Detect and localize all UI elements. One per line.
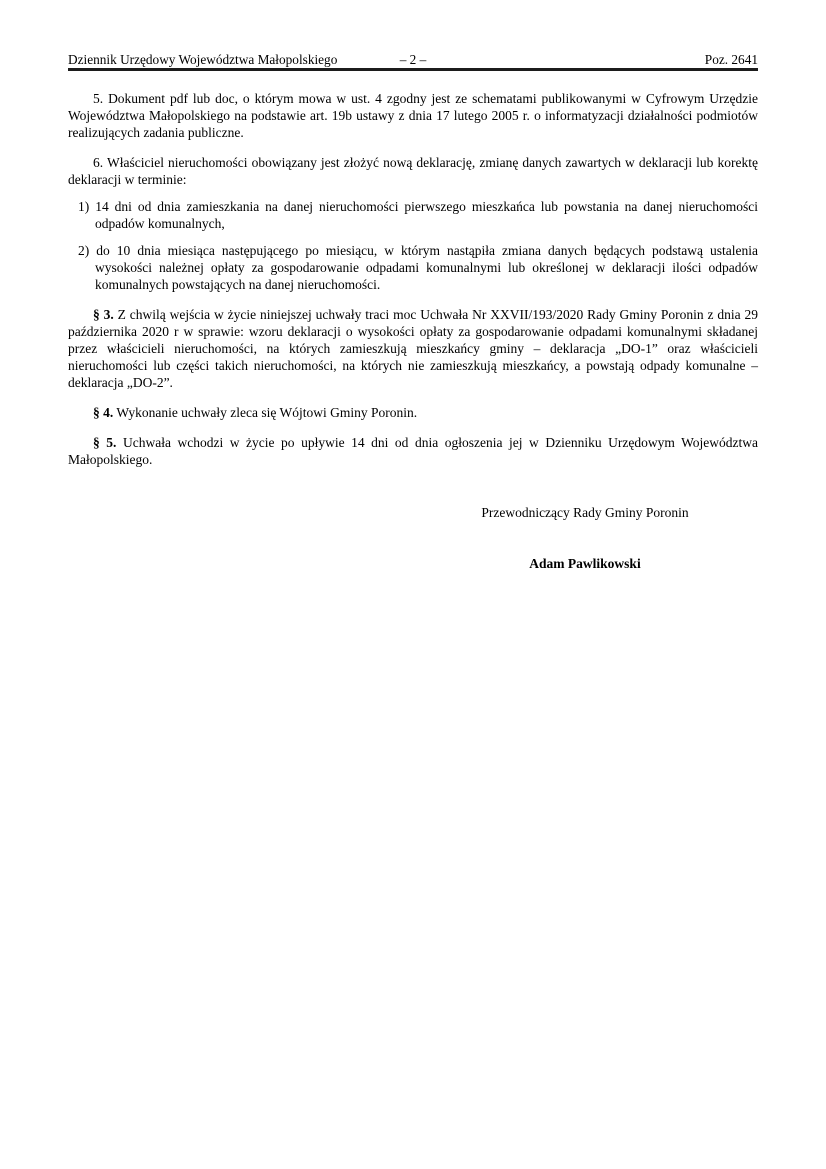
- paragraph-s3-marker: § 3.: [93, 307, 114, 322]
- paragraph-s5-text: Uchwała wchodzi w życie po upływie 14 dni od dnia ogłoszenia jej w Dzienniku Urzędowym Województwa Małopolskiego.: [68, 435, 759, 467]
- paragraph-s3: [68, 306, 758, 391]
- paragraph-s4-marker: § 4.: [93, 405, 114, 420]
- paragraph-s3-text: Z chwilą wejścia w życie niniejszej uchwały traci moc Uchwała Nr XXVII/193/2020 Rady Gminy Poronin z dnia 29 października 2020 r w sprawie: wzoru deklaracji o wysokości opłaty za gospodarowanie odpadami komunalnymi składanej przez właścicieli nieruchomości, na których zamieszkują mieszkańcy gminy – deklaracja „DO-1” oraz właścicieli nieruchomości lub części takich nieruchomości, na których nie zamieszkują mieszkańcy, a powstają odpady komunalne – deklaracja „DO-2”.: [68, 307, 759, 390]
- paragraph-5-marker: 5.: [93, 91, 104, 106]
- document-body: [68, 90, 758, 572]
- paragraph-ust-5: [68, 90, 758, 141]
- paragraph-6-text: Właściciel nieruchomości obowiązany jest złożyć nową deklarację, zmianę danych zawartych w deklaracji lub korektę deklaracji w terminie:: [68, 155, 758, 187]
- list-item-1-marker: 1): [78, 199, 90, 214]
- signature-role: Przewodniczący Rady Gminy Poronin: [481, 505, 689, 520]
- paragraph-s5-marker: § 5.: [93, 435, 117, 450]
- paragraph-6-marker: 6.: [93, 155, 104, 170]
- paragraph-5-text: Dokument pdf lub doc, o którym mowa w ust. 4 zgodny jest ze schematami publikowanymi w Cyfrowym Urzędzie Województwa Małopolskiego na podstawie art. 19b ustawy z dnia 17 lutego 2005 r. o informatyzacji działalności podmiotów realizujących zadania publiczne.: [68, 91, 759, 140]
- paragraph-s5: [68, 434, 758, 468]
- signature-block: [412, 504, 758, 572]
- signature-name: Adam Pawlikowski: [529, 556, 641, 571]
- list-item-2: [68, 242, 758, 293]
- list-item-2-marker: 2): [78, 243, 90, 258]
- paragraph-ust-6: [68, 154, 758, 188]
- list-item-1: [68, 198, 758, 232]
- journal-title: Dziennik Urzędowy Województwa Małopolskiego: [68, 52, 338, 67]
- page-number: – 2 –: [399, 52, 427, 67]
- paragraph-s4: [68, 404, 758, 421]
- list-item-1-text: 14 dni od dnia zamieszkania na danej nieruchomości pierwszego mieszkańca lub powstania na danej nieruchomości odpadów komunalnych,: [95, 199, 758, 231]
- header-rule: [68, 68, 758, 71]
- list-item-2-text: do 10 dnia miesiąca następującego po miesiącu, w którym nastąpiła zmiana danych będących podstawą ustalenia wysokości należnej opłaty za gospodarowanie odpadami komunalnymi lub określonej w deklaracji ilości odpadów komunalnych powstających na danej nieruchomości.: [95, 243, 759, 292]
- position-number: Poz. 2641: [704, 52, 758, 67]
- paragraph-s4-text: Wykonanie uchwały zleca się Wójtowi Gminy Poronin.: [116, 405, 418, 420]
